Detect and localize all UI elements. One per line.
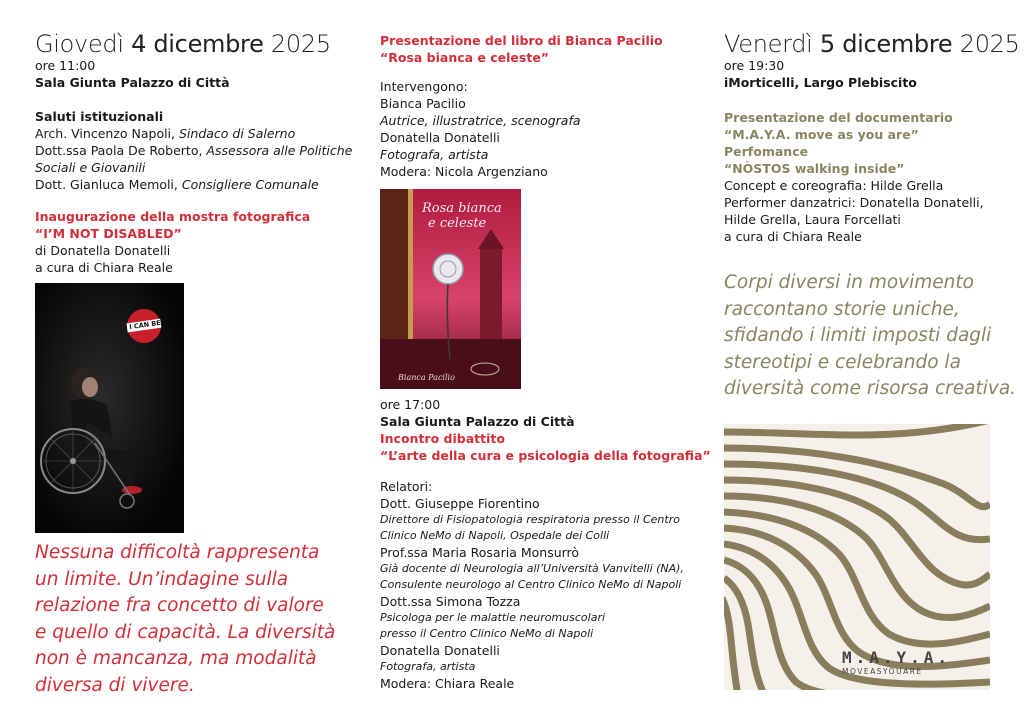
day2-quote-line: Corpi diversi in movimento [724,272,974,293]
badge-text: I CAN BE [128,318,162,332]
talk-speaker-role: Già docente di Neurologia all’Università Vanvitelli (NA), [380,562,684,575]
day2-quote [724,270,1016,403]
talk-speaker-role: Fotografa, artista [380,660,476,673]
talk-time: ore 17:00 [380,397,441,412]
talk-speaker-role: Clinico NeMo di Napoli, Ospedale dei Colli [380,529,610,542]
greetings-title: Saluti istituzionali [35,109,164,124]
exhibition-author: di Donatella Donatelli [35,243,171,258]
greeting-1 [35,125,352,142]
talk-speakers-label: Relatori: [380,479,433,494]
talk-speaker-role: presso il Centro Clinico NeMo di Napoli [380,627,594,640]
exhibition-title: Inaugurazione della mostra fotografica [35,209,311,224]
book-presentation [380,32,663,66]
performers-line [724,194,984,211]
talk-moderator: Modera: Chiara Reale [380,676,515,691]
exhibition-block [35,208,310,276]
greeting-2-role: Assessora alle Politiche [206,143,353,158]
column-day1 [35,0,353,725]
day1-quote-line: Nessuna difficoltà rappresenta [35,542,320,563]
book-moderator: Modera: Nicola Argenziano [380,164,548,179]
book-name: “Rosa bianca e celeste” [380,50,550,65]
book-speaker-name: Donatella Donatelli [380,130,500,145]
documentary-title: Presentazione del documentario [724,110,953,125]
column-day1-afternoon [380,0,711,725]
day2-quote-line: sfidando i limiti imposti dagli [724,325,992,346]
day1-weekday: Giovedì [35,30,124,58]
greeting-2-name: Dott.ssa Paola De Roberto, [35,143,207,158]
talk-speaker-name: Dott.ssa Simona Tozza [380,594,521,609]
concept-label: Concept e coreografia: [724,178,871,193]
greeting-3 [35,176,352,193]
book-speakers [380,78,581,180]
performers-value-cont: Hilde Grella, Laura Forcellati [724,212,901,227]
maya-logo: M.A.Y.A. [842,648,952,667]
exhibition-photo [35,283,184,533]
day1-quote-line: diversa di vivere. [35,674,195,696]
concept-value: Hilde Grella [870,178,944,193]
day2-date: 5 dicembre [819,30,953,58]
day1-quote-line: non è mancanza, ma modalità [35,648,317,669]
book-presentation-title: Presentazione del libro di Bianca Pacilio [380,33,663,48]
day1-venue: Sala Giunta Palazzo di Città [35,75,230,90]
talk-speakers [380,478,684,692]
day1-quote-line: un limite. Un’indagine sulla [35,568,289,590]
greeting-1-role: Sindaco di Salerno [178,126,296,141]
day1-time: ore 11:00 [35,58,96,73]
book-cover-title-line: e celeste [428,216,487,231]
book-speaker-name: Bianca Pacilio [380,96,466,111]
day2-year: 2025 [959,30,1020,58]
maya-graphic [724,424,990,690]
talk-venue: Sala Giunta Palazzo di Città [380,414,575,429]
book-cover-author: Bianca Pacilio [398,373,455,382]
performers-label: Performer danzatrici: [724,195,860,210]
talk-type: Incontro dibattito [380,431,505,446]
day1-quote-line: relazione fra concetto di valore [35,595,324,616]
day2-heading [724,30,1020,58]
greeting-2 [35,142,352,159]
day2-time: ore 19:30 [724,58,785,73]
book-cover-title [422,201,502,231]
talk-speaker-name: Dott. Giuseppe Fiorentino [380,496,540,511]
greeting-2-role-cont: Sociali e Giovanili [35,160,146,175]
talk-title: “L’arte della cura e psicologia della fotografia” [380,448,711,463]
book-speakers-label: Intervengono: [380,79,468,94]
day2-quote-line: raccontano storie uniche, [724,298,960,320]
day2-quote-line: stereotipi e celebrando la [724,351,961,373]
exhibition-name: “I’M NOT DISABLED” [35,226,182,241]
day1-date: 4 dicembre [131,30,264,58]
maya-logo-subtitle: MOVEASYOUARE [842,667,923,676]
book-speaker-role: Autrice, illustratrice, scenografa [380,113,581,128]
talk-speaker-name: Prof.ssa Maria Rosaria Monsurrò [380,545,580,560]
greeting-3-name: Dott. Gianluca Memoli, [35,177,182,192]
day2-quote-line: diversità come risorsa creativa. [724,378,1017,399]
day1-heading [35,30,331,58]
talk-block [380,396,711,464]
talk-speaker-name: Donatella Donatelli [380,643,500,658]
curator-line [724,228,984,245]
talk-speaker-role: Consulente neurologo al Centro Clinico NeMo di Napoli [380,578,682,591]
day2-program [724,109,984,245]
greetings-block [35,108,352,193]
day1-quote-line: e quello di capacità. La diversità [35,621,336,643]
book-cover [380,189,521,389]
performers-value: Donatella Donatelli, [859,195,984,210]
book-cover-title-line: Rosa bianca [422,201,502,216]
performance-name: “NÒSTOS walking inside” [724,161,905,176]
day1-year: 2025 [270,30,331,58]
performance-title: Perfomance [724,144,809,159]
book-speaker-role: Fotografa, artista [380,147,489,162]
greeting-3-role: Consigliere Comunale [181,177,319,192]
day1-quote [35,540,335,699]
concept-line [724,177,984,194]
exhibition-curator: a cura di Chiara Reale [35,260,173,275]
talk-speaker-role: Direttore di Fisiopatologia respiratoria presso il Centro [380,513,680,526]
curator-value: Chiara Reale [782,229,862,244]
documentary-name: “M.A.Y.A. move as you are” [724,127,919,142]
talk-speaker-role: Psicologa per le malattie neuromuscolari [380,611,606,624]
greeting-1-name: Arch. Vincenzo Napoli, [35,126,179,141]
day2-venue: iMorticelli, Largo Plebiscito [724,75,917,90]
column-day2 [724,0,1020,725]
day2-weekday: Venerdì [724,30,813,58]
curator-label: a cura di [724,229,783,244]
